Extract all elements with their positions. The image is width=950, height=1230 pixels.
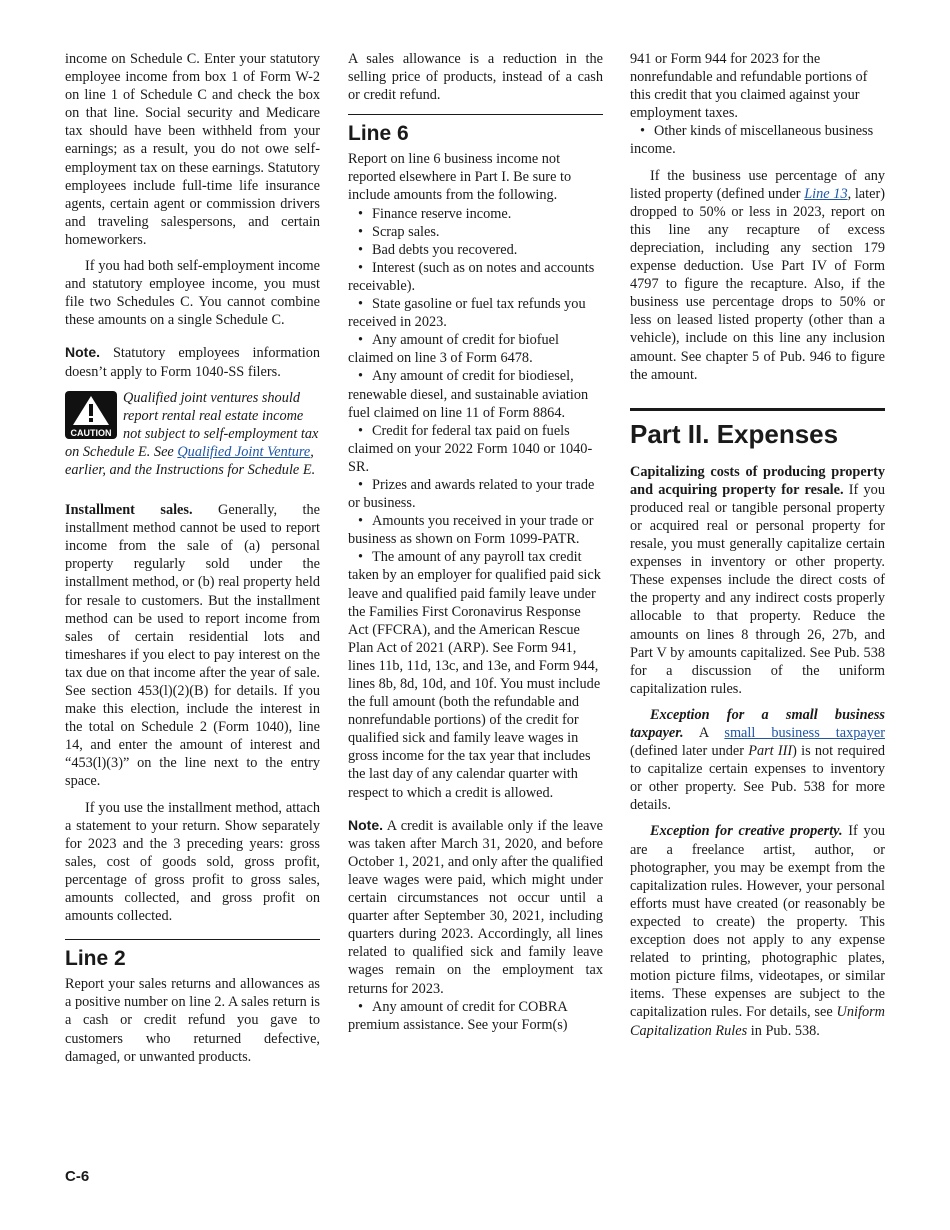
caution-icon [65, 391, 117, 439]
list-item: • The amount of any payroll tax credit taken by an employer for qualified paid sick leave and qualified paid family leave under the Families First Coronavirus Response Act (FFCRA), and the American Rescue Plan Act of 2021 (ARP). See Form 941, lines 11b, 11d, 13c, and 13e, and Form 944, lines 8b, 8d, 10d, and 10f. You must include the full amount (both the refundable and nonrefundable portions) of the credit for qualified sick and family leave wages in gross income for the tax year that includes the last day of any calendar quarter with respect to which a credit is allowed. [348, 549, 601, 801]
creative-property-exception-heading: Exception for creative property. [650, 823, 843, 840]
note-paragraph [65, 343, 320, 380]
part-3-reference: Part III [748, 743, 793, 760]
list-item: • Bad debts you recovered. [358, 241, 518, 258]
small-business-text-part-3: ) is not required to capitalize certain expenses to inventory or other property. See Pub. 538 for more details. [630, 743, 885, 814]
creative-property-text-end: in Pub. 538. [750, 1022, 820, 1039]
line-6-heading: Line 6 [348, 122, 409, 146]
list-item: • Any amount of credit for biofuel claimed on line 3 of Form 6478. [348, 332, 559, 367]
creative-property-text: If you are a freelance artist, author, or photographer, you may be exempt from the capitalization rules. However, your personal efforts must have created (or reasonably be expected to create) the property. This exception does not apply to any expense related to printing, photographic plates, motion picture films, videotapes, or similar items. These expenses are subject to the capitalization rules. For details, see [630, 823, 885, 1021]
cobra-continuation-text: 941 or Form 944 for 2023 for the nonrefundable and refundable portions of this credit that you claimed against your employment taxes. [630, 51, 868, 122]
installment-sales-paragraph [65, 501, 320, 791]
column-2 [348, 50, 603, 1034]
small-business-exception-paragraph [630, 706, 885, 815]
small-business-text-part-1: A [698, 725, 709, 741]
column-3 [630, 50, 885, 1048]
recapture-text-part-1: If the business use percentage of any listed property (defined under [630, 167, 885, 202]
line-2-heading: Line 2 [65, 947, 126, 971]
capitalizing-costs-heading: Capitalizing costs of producing property and acquiring property for resale. [630, 463, 885, 498]
statutory-employee-paragraph: income on Schedule C. Enter your statutory employee income from box 1 of Form W-2 on line 1 of Schedule C and check the box on that line. Social security and Medicare tax should have been withheld from your earnings; as a result, you do not owe self-employment tax on these earnings. Statutory employees include full-time life insurance agents, certain agent or commission drivers and traveling salespersons, and certain homeworkers. [65, 51, 320, 248]
leave-note-paragraph [348, 816, 603, 998]
sales-allowance-paragraph: A sales allowance is a reduction in the selling price of products, instead of a cash or credit refund. [348, 51, 603, 104]
caution-icon-label: CAUTION [70, 427, 112, 438]
list-item: • Other kinds of miscellaneous business income. [630, 123, 874, 158]
column-1 [65, 50, 320, 1074]
installment-sales-text: Generally, the installment method cannot be used to report income from the sale of (a) personal property regularly sold under the installment method, or (b) real property held for resale to customers. But the installment method can be used to report income from sales of certain residential lots and timeshares if you elect to pay interest on the tax due on that income after the year of sale. See section 453(l)(2)(B) for details. If you make this election, include the interest in the total on Schedule 2 (Form 1040), line 14, and enter the amount of interest and “453(l)(3)” on the line next to the entry space. [65, 502, 320, 790]
qualified-joint-venture-link[interactable]: Qualified Joint Venture [177, 443, 311, 460]
line-2-text: Report your sales returns and allowances as a positive number on line 2. A sales return is a cash or credit refund you gave to customers who returned defective, damaged, or unwanted products. [65, 976, 320, 1065]
recapture-text-part-2: , later) dropped to 50% or less in 2023, report on this line any recapture of excess depreciation, including any section 179 expense deduction. Use Part IV of Form 4797 to figure the recapture. Also, if the business use percentage drops to 50% or less on leased listed property (other than a vehicle), include on this line any inclusion amount. See chapter 5 of Pub. 946 to figure the amount. [630, 185, 885, 383]
leave-note-text: A credit is available only if the leave was taken after March 31, 2020, and before October 1, 2021, and only after the qualified leave wages were paid, which might under certain circumstances not occur until a quarter after September 30, 2021, including quarters during 2023. Accordingly, all lines related to qualified sick and family leave wages remain on the employment tax returns for 2023. [348, 817, 603, 997]
list-item: • Scrap sales. [358, 223, 440, 240]
part-2-heading: Part II. Expenses [630, 418, 839, 449]
line-2-section [65, 939, 320, 1065]
part-2-section [630, 408, 885, 1040]
list-item: • Amounts you received in your trade or business as shown on Form 1099-PATR. [348, 513, 594, 548]
leave-note-label: Note. [348, 816, 383, 833]
small-business-taxpayer-link[interactable]: small business taxpayer [724, 725, 886, 741]
capitalizing-costs-text: If you produced real or tangible personal property or acquired real or personal property for resale, you must generally capitalize certain expenses in inventory or other property. These expenses include the direct costs of the property and any indirect costs properly allocable to that property. Reduce the amounts on lines 8 through 26, 27b, and Part V by amounts capitalized. See Pub. 538 for a discussion of the uniform capitalization rules. [630, 481, 885, 697]
list-item: • Finance reserve income. [358, 205, 512, 222]
caution-block [65, 389, 320, 479]
installment-statement-paragraph: If you use the installment method, attach a statement to your return. Show separately for 2023 and the 3 preceding years: gross sales, cost of goods sold, gross profit, percentage of gross profit to gross sales, amounts collected, and gross profit on amounts collected. [65, 799, 320, 925]
small-business-exception-heading: Exception for a small business taxpayer. [630, 706, 885, 741]
list-item: • State gasoline or fuel tax refunds you received in 2023. [348, 296, 586, 331]
two-schedules-paragraph: If you had both self-employment income and statutory employee income, you must file two Schedules C. You cannot combine these amounts on a single Schedule C. [65, 258, 320, 329]
capitalizing-costs-paragraph [630, 463, 885, 698]
line-6-intro: Report on line 6 business income not reported elsewhere in Part I. Be sure to include amounts from the following. [348, 151, 572, 204]
list-item: • Any amount of credit for COBRA premium assistance. See your Form(s) [348, 998, 568, 1033]
installment-sales-heading: Installment sales. [65, 502, 193, 519]
note-label: Note. [65, 344, 100, 361]
note-text: Statutory employees information doesn’t apply to Form 1040-SS filers. [65, 345, 320, 380]
uniform-capitalization-reference: Uniform Capitalization Rules [630, 1004, 885, 1039]
line-6-section [348, 114, 603, 801]
caution-text-part-2: , earlier, and the Instructions for Schedule E. [65, 443, 316, 478]
line-13-link[interactable]: Line 13 [804, 185, 848, 202]
list-item: • Credit for federal tax paid on fuels claimed on your 2022 Form 1040 or 1040-SR. [348, 422, 593, 475]
list-item: • Prizes and awards related to your trade or business. [348, 476, 595, 512]
creative-property-exception-paragraph [630, 822, 885, 1039]
caution-text-part-1: Qualified joint ventures should report rental real estate income not subject to self-employment tax on Schedule E. See [65, 389, 319, 460]
small-business-text-part-2: (defined later under [630, 743, 745, 760]
line-6-bullet-list [348, 205, 603, 802]
recapture-paragraph [630, 167, 885, 384]
list-item: • Interest (such as on notes and accounts receivable). [348, 259, 595, 294]
page-number: C-6 [65, 1168, 90, 1185]
list-item: • Any amount of credit for biodiesel, renewable diesel, and sustainable aviation fuel claimed on line 11 of Form 8864. [348, 368, 589, 421]
